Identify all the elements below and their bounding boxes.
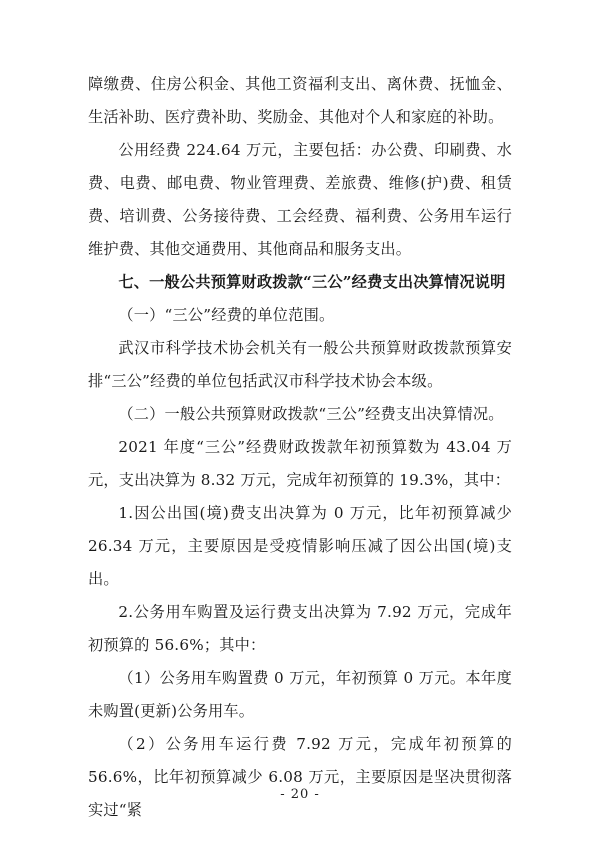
page-body — [88, 68, 512, 827]
paragraph: （1）公务用车购置费 0 万元，年初预算 0 万元。本年度未购置(更新)公务用车。 — [88, 669, 512, 720]
paragraph: （2）公务用车运行费 7.92 万元，完成年初预算的 56.6%，比年初预算减少 6.08 万元，主要原因是坚决贯彻落实过“紧 — [88, 735, 512, 819]
paragraph: 武汉市科学技术协会机关有一般公共预算财政拨款预算安排“三公”经费的单位包括武汉市科学技术协会本级。 — [88, 339, 512, 390]
paragraph: 2.公务用车购置及运行费支出决算为 7.92 万元，完成年初预算的 56.6%；其中： — [88, 603, 512, 654]
paragraph: 2021 年度“三公”经费财政拨款年初预算数为 43.04 万元，支出决算为 8.32 万元，完成年初预算的 19.3%，其中： — [88, 438, 512, 489]
paragraph: （一）“三公”经费的单位范围。 — [118, 306, 335, 324]
paragraph: 1.因公出国(境)费支出决算为 0 万元，比年初预算减少 26.34 万元，主要原因是受疫情影响压减了因公出国(境)支出。 — [88, 504, 512, 588]
paragraph: （二）一般公共预算财政拨款“三公”经费支出决算情况。 — [118, 405, 504, 423]
paragraph: 公用经费 224.64 万元，主要包括：办公费、印刷费、水费、电费、邮电费、物业管理费、差旅费、维修(护)费、租赁费、培训费、公务接待费、工会经费、福利费、公务用车运行维护费、其他交通费用、其他商品和服务支出。 — [88, 141, 512, 258]
page-number: - 20 - — [280, 787, 320, 802]
paragraph: 障缴费、住房公积金、其他工资福利支出、离休费、抚恤金、生活补助、医疗费补助、奖励金、其他对个人和家庭的补助。 — [88, 75, 512, 126]
section-heading: 七、一般公共预算财政拨款“三公”经费支出决算情况说明 — [118, 273, 506, 291]
